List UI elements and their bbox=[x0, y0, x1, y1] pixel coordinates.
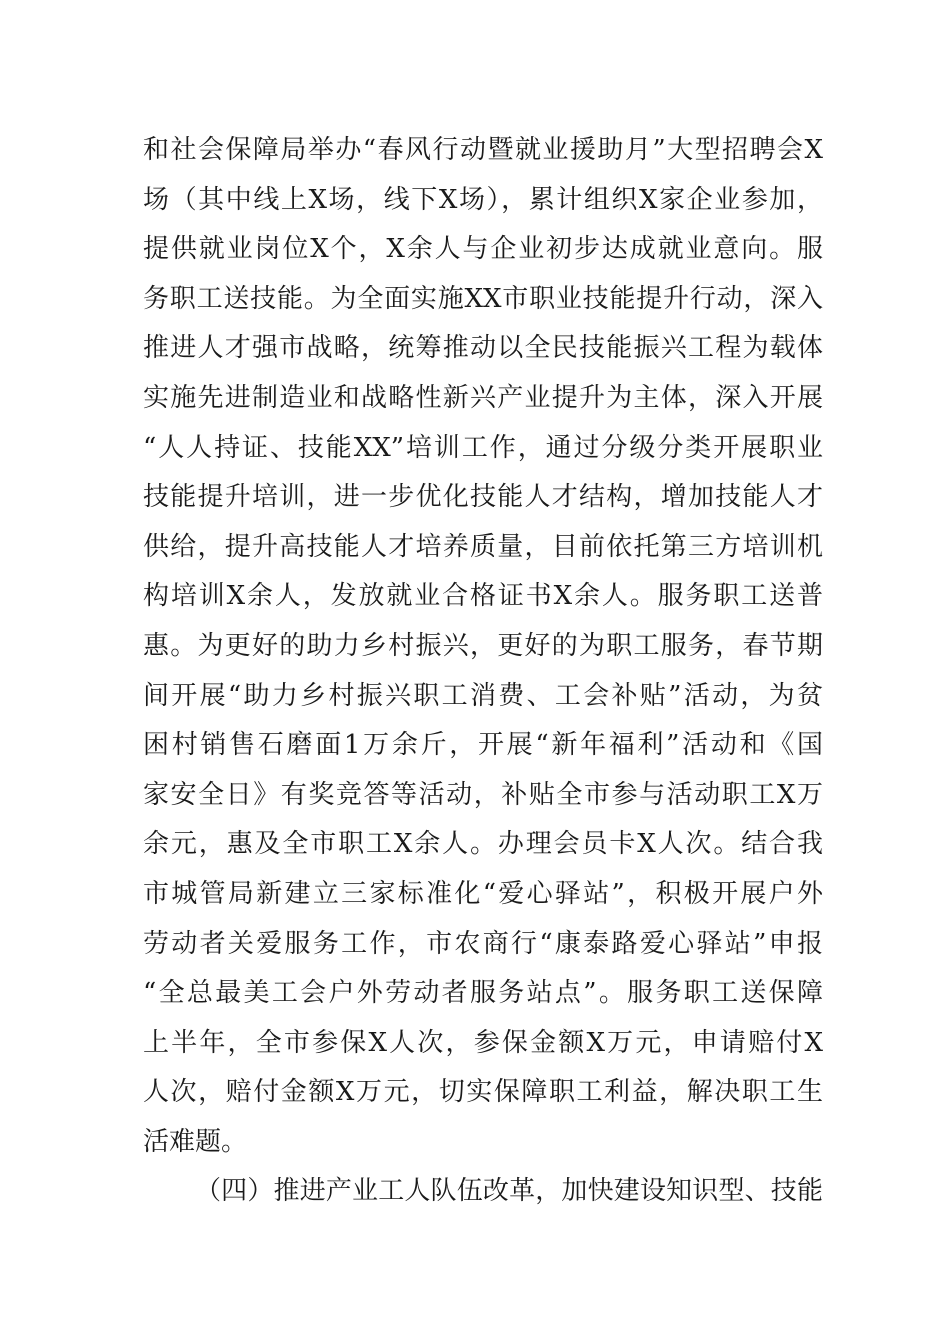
text-line: 惠。为更好的助力乡村振兴，更好的为职工服务，春节期 bbox=[143, 630, 823, 661]
section-heading: （四）推进产业工人队伍改革，加快建设知识型、技能 bbox=[195, 1176, 823, 1207]
text-line: 务职工送技能。为全面实施XX市职业技能提升行动，深入 bbox=[143, 283, 823, 314]
text-line: 余元，惠及全市职工X余人。办理会员卡X人次。结合我 bbox=[143, 829, 823, 860]
text-line: 构培训X余人，发放就业合格证书X余人。服务职工送普 bbox=[143, 581, 823, 612]
text-line: 活难题。 bbox=[143, 1126, 248, 1157]
text-line: 人次，赔付金额X万元，切实保障职工利益，解决职工生 bbox=[143, 1077, 823, 1108]
text-line: 推进人才强市战略，统筹推动以全民技能振兴工程为载体 bbox=[143, 333, 823, 364]
text-line: 供给，提升高技能人才培养质量，目前依托第三方培训机 bbox=[143, 531, 823, 562]
text-line: “全总最美工会户外劳动者服务站点”。服务职工送保障 bbox=[143, 978, 823, 1009]
text-line: 场（其中线上X场，线下X场），累计组织X家企业参加， bbox=[143, 184, 823, 215]
text-line: 间开展“助力乡村振兴职工消费、工会补贴”活动，为贫 bbox=[143, 680, 823, 711]
text-line: 实施先进制造业和战略性新兴产业提升为主体，深入开展 bbox=[143, 382, 823, 413]
text-line: 困村销售石磨面1万余斤，开展“新年福利”活动和《国 bbox=[143, 730, 823, 761]
text-line: 和社会保障局举办“春风行动暨就业援助月”大型招聘会X bbox=[143, 135, 823, 165]
text-line: “人人持证、技能XX”培训工作，通过分级分类开展职业 bbox=[143, 432, 823, 463]
text-line: 上半年，全市参保X人次，参保金额X万元，申请赔付X bbox=[143, 1027, 823, 1058]
body-text bbox=[143, 126, 823, 1217]
text-line: 市城管局新建立三家标准化“爱心驿站”，积极开展户外 bbox=[143, 878, 823, 909]
text-line: 家安全日》有奖竞答等活动，补贴全市参与活动职工X万 bbox=[143, 779, 823, 810]
text-line: 技能提升培训，进一步优化技能人才结构，增加技能人才 bbox=[143, 482, 823, 513]
text-line: 劳动者关爱服务工作，市农商行“康泰路爱心驿站”申报 bbox=[143, 928, 823, 959]
text-line: 提供就业岗位X个，X余人与企业初步达成就业意向。服 bbox=[143, 234, 823, 265]
